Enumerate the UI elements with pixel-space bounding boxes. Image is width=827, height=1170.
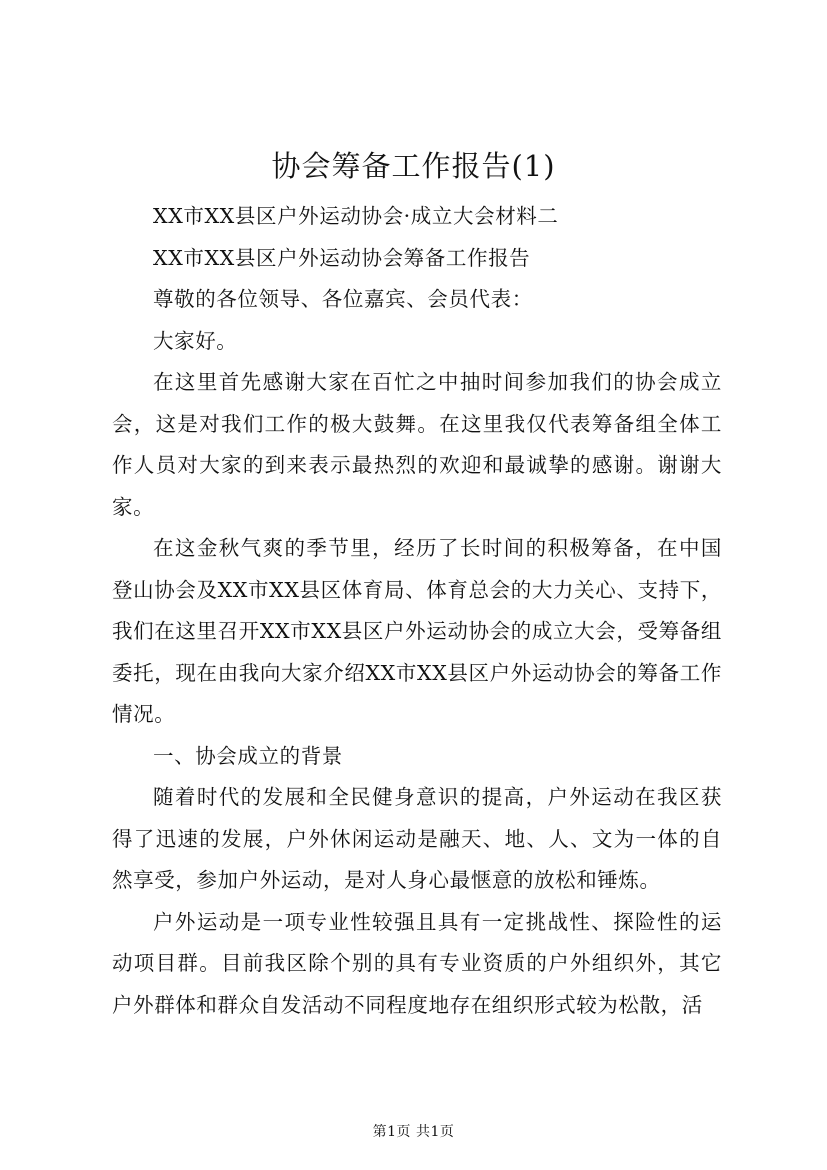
paragraph-report-heading: XX市XX县区户外运动协会筹备工作报告 <box>153 245 531 270</box>
section-heading-background: 一、协会成立的背景 <box>153 743 343 768</box>
paragraph-salutation: 尊敬的各位领导、各位嘉宾、会员代表： <box>153 287 533 311</box>
paragraph-greeting: 大家好。 <box>153 328 238 353</box>
paragraph-background-2: 户外运动是一项专业性较强且具有一定挑战性、探险性的运动项目群。目前我区除个别的具有专业资质的户外组织外，其它户外群体和群众自发活动不同程度地存在组织形式较为松散，活 <box>112 909 722 1017</box>
page-title: 协会筹备工作报告(1) <box>271 149 556 183</box>
paragraph-thanks: 在这里首先感谢大家在百忙之中抽时间参加我们的协会成立会，这是对我们工作的极大鼓舞。在这里我仅代表筹备组全体工作人员对大家的到来表示最热烈的欢迎和最诚挚的感谢。谢谢大家。 <box>112 370 722 519</box>
page-number: 第1页 共1页 <box>372 1124 455 1140</box>
paragraph-introduction: 在这金秋气爽的季节里，经历了长时间的积极筹备，在中国登山协会及XX市XX县区体育局、体育总会的大力关心、支持下，我们在这里召开XX市XX县区户外运动协会的成立大会，受筹备组委托，现在由我向大家介绍XX市XX县区户外运动协会的筹备工作情况。 <box>112 536 722 726</box>
document-body <box>112 196 722 1026</box>
paragraph-background-1: 随着时代的发展和全民健身意识的提高，户外运动在我区获得了迅速的发展，户外休闲运动是融天、地、人、文为一体的自然享受，参加户外运动，是对人身心最惬意的放松和锤炼。 <box>112 785 722 892</box>
paragraph-material-heading: XX市XX县区户外运动协会·成立大会材料二 <box>153 204 559 228</box>
